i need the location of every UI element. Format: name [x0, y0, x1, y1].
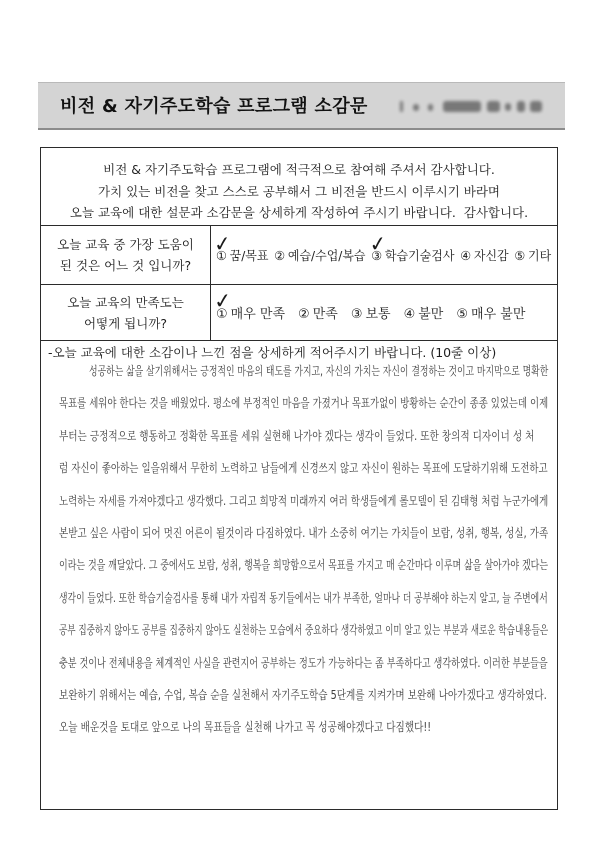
option-label: 기타 [528, 248, 552, 263]
header-band [38, 82, 565, 130]
question-label-line: 오늘 교육의 만족도는 [67, 294, 184, 310]
answer-options-list [216, 303, 525, 322]
intro-line: 가치 있는 비전을 찾고 스스로 공부해서 그 비전을 반드시 이루시기 바라며 [98, 183, 500, 199]
essay-prompt-text: -오늘 교육에 대한 소감이나 느낀 점을 상세하게 적어주시기 바랍니다. (10줄 이상) [48, 345, 497, 360]
page-title: 비전 & 자기주도학습 프로그램 소감문 [60, 96, 368, 117]
option-item [274, 246, 365, 264]
option-item [298, 303, 338, 322]
option-label: 만족 [312, 307, 338, 322]
redacted-text [428, 104, 433, 111]
handwritten-line: 공부 집중하지 않아도 공부를 집중하지 않아도 실천하는 모습에서 중요하다 생각하였고 이미 알고 있는 부분과 새로운 학습내용들은 [59, 623, 549, 638]
intro-text [49, 159, 549, 224]
option-item [371, 246, 454, 264]
checkmark-icon [368, 233, 387, 256]
option-number: ② [274, 248, 285, 263]
handwritten-line: 오늘 배운것을 토대로 앞으로 나의 목표들을 실천해 나가고 꼭 성공해야겠다고 다짐했다!! [59, 720, 432, 735]
handwritten-line: 생각이 들었다. 또한 학습기술검사를 통해 내가 자립적 동기들에서는 내가 부족한, 얼마나 더 공부해야 하는지 알고, 늘 주변에서 [59, 590, 548, 605]
question-label-line: 오늘 교육 중 가장 도움이 [57, 237, 194, 252]
option-number: ③ [371, 248, 383, 263]
option-number: ① [216, 248, 227, 263]
option-label: 학습기술검사 [384, 248, 455, 263]
intro-line: 오늘 교육에 대한 설문과 소감문을 상세하게 작성하여 주시기 바랍니다. 감사합니다. [69, 205, 529, 220]
option-label: 불만 [418, 307, 444, 322]
option-label: 보통 [365, 307, 391, 322]
title-wrapper [60, 96, 405, 120]
handwritten-line: 목표를 세워야 한다는 것을 배웠었다. 평소에 부정적인 마음을 가졌거나 목표가없이 방황하는 순간이 종종 있었는데 이제 [59, 396, 549, 411]
question-label-line: 된 것은 어느 것 입니까? [59, 258, 192, 273]
option-label: 매우 만족 [230, 307, 286, 322]
option-item [460, 246, 508, 264]
answer-options-list [216, 246, 551, 264]
option-item [514, 246, 551, 264]
option-number: ① [216, 307, 228, 322]
intro-line: 비전 & 자기주도학습 프로그램에 적극적으로 참여해 주셔서 감사합니다. [103, 162, 495, 177]
redacted-text [517, 101, 525, 112]
option-label: 매우 불만 [471, 307, 526, 322]
handwritten-line: 이라는 것을 깨달았다. 그 중에서도 보람, 성취, 행복을 희망함으로서 목표를 가지고 매 순간마다 이루며 삶을 살아가야 겠다는 [59, 558, 549, 573]
question-label-line: 어떻게 됩니까? [83, 315, 168, 331]
redacted-text [505, 103, 511, 111]
handwritten-line: 성공하는 삶을 살기위해서는 긍정적인 마음의 태도를 가지고, 자신의 가치는 자신이 결정하는 것이고 마지막으로 명확한 [89, 364, 549, 378]
redacted-text [443, 101, 481, 112]
question-row [41, 226, 557, 285]
checkmark-icon [213, 233, 232, 256]
question-table [41, 225, 557, 341]
option-item [216, 246, 268, 264]
option-label: 예습/수업/복습 [287, 248, 366, 263]
option-item [456, 303, 525, 322]
question-row [41, 285, 557, 341]
checkmark-icon [213, 290, 233, 313]
handwritten-line: 본받고 싶은 사람이 되어 멋진 어른이 될것이라 다짐하였다. 내가 소중히 여기는 가치들이 보람, 성취, 행복, 성실, 가족 [59, 525, 549, 540]
redacted-text [487, 101, 500, 112]
option-number: ③ [350, 307, 363, 322]
option-label: 꿈/목표 [229, 248, 269, 263]
handwritten-line: 부터는 긍정적으로 행동하고 정확한 목표를 세워 실현해 나가야 겠다는 생각이 들었다. 또한 창의적 디자이너 성 처 [59, 428, 535, 443]
option-number: ⑤ [456, 307, 469, 322]
handwritten-line: 보완하기 위해서는 예습, 수업, 복습 순을 실천해서 자기주도학습 5단계를 지켜가며 보완해 나아가겠다고 생각하였다. [59, 687, 547, 702]
option-label: 자신감 [473, 248, 509, 263]
handwritten-line: 충분 것이나 전체내용을 체계적인 사실을 관련지어 공부하는 정도가 가능하다는 좀 부족하다고 생각하였다. 이러한 부분들을 [59, 655, 548, 670]
answer-options [211, 226, 557, 284]
handwritten-line: 럼 자신이 좋아하는 일을위해서 무한히 노력하고 남들에게 신경쓰지 않고 자신이 원하는 목표에 도달하기위해 도전하고 [59, 461, 548, 476]
question-label [41, 285, 211, 340]
survey-form [40, 147, 558, 810]
answer-options [211, 285, 557, 340]
option-item [404, 303, 444, 322]
option-number: ② [298, 307, 310, 322]
redacted-text [413, 104, 419, 111]
option-item [216, 303, 285, 322]
redacted-text [530, 101, 542, 112]
handwritten-line: 노력하는 자세를 가져야겠다고 생각했다. 그리고 희망적 미래까지 여러 학생들에게 롤모델이 된 김태형 처럼 누군가에게 [59, 493, 549, 508]
option-item [351, 303, 391, 322]
option-number: ④ [403, 307, 416, 322]
redacted-text [400, 101, 403, 112]
handwritten-response [53, 355, 548, 744]
question-label [41, 226, 211, 284]
option-number: ④ [460, 248, 471, 263]
option-number: ⑤ [514, 248, 526, 263]
